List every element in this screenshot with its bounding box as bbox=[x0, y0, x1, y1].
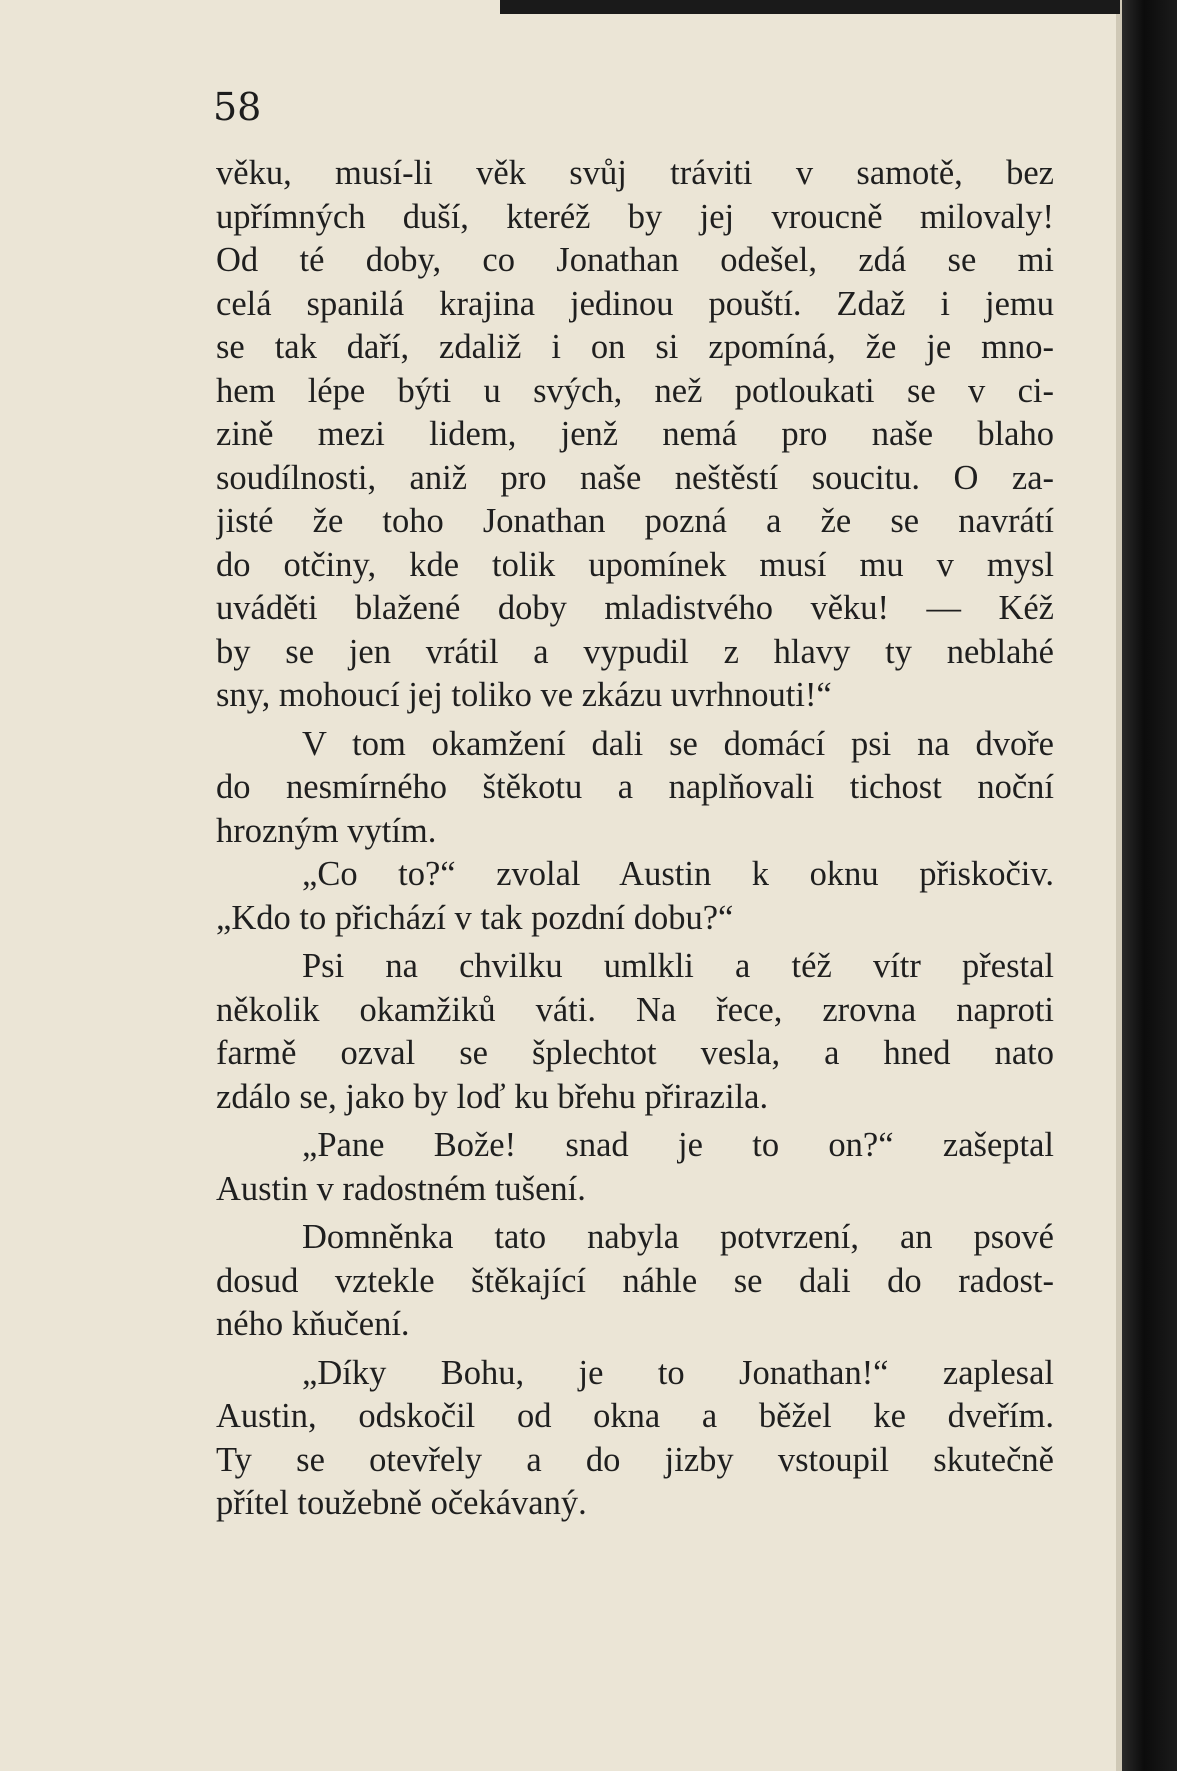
text-line: upřímných duší, kteréž by jej vroucně milovaly! bbox=[216, 197, 1054, 236]
text-line: Austin, odskočil od okna a běžel ke dveřím. bbox=[216, 1397, 1054, 1435]
text-line: zdálo se, jako by loď ku břehu přirazila. bbox=[216, 1077, 769, 1116]
text-line: Psi na chvilku umlkli a též vítr přestal bbox=[302, 947, 1054, 985]
text-line: hrozným vytím. bbox=[216, 811, 437, 850]
text-line: přítel toužebně očekávaný. bbox=[216, 1484, 587, 1522]
text-line: ného kňučení. bbox=[216, 1305, 410, 1343]
text-line: do otčiny, kde tolik upomínek musí mu v mysl bbox=[216, 545, 1054, 584]
text-line: soudílnosti, aniž pro naše neštěstí soucitu. O za- bbox=[216, 458, 1054, 497]
text-line: několik okamžiků váti. Na řece, zrovna naproti bbox=[216, 990, 1054, 1029]
text-line: hem lépe býti u svých, než potloukati se v ci- bbox=[216, 371, 1054, 410]
text-line: Austin v radostném tušení. bbox=[216, 1169, 586, 1208]
text-line: „Díky Bohu, je to Jonathan!“ zaplesal bbox=[302, 1353, 1054, 1392]
text-line: dosud vztekle štěkající náhle se dali do radost- bbox=[216, 1261, 1054, 1300]
text-line: uváděti blažené doby mladistvého věku! — Kéž bbox=[216, 589, 1054, 627]
book-binding-edge bbox=[1122, 0, 1177, 1771]
text-line: farmě ozval se šplechtot vesla, a hned nato bbox=[216, 1034, 1054, 1072]
text-line: „Co to?“ zvolal Austin k oknu přiskočiv. bbox=[302, 855, 1054, 893]
text-line: Ty se otevřely a do jizby vstoupil skutečně bbox=[216, 1440, 1054, 1479]
text-line: „Kdo to přichází v tak pozdní dobu?“ bbox=[216, 898, 734, 937]
top-edge-strip bbox=[500, 0, 1120, 14]
text-line: Domněnka tato nabyla potvrzení, an psové bbox=[302, 1218, 1054, 1256]
body-text bbox=[216, 152, 1054, 1526]
text-line: by se jen vrátil a vypudil z hlavy ty neblahé bbox=[216, 632, 1054, 671]
page-number: 58 bbox=[213, 85, 262, 129]
text-line: Od té doby, co Jonathan odešel, zdá se mi bbox=[216, 241, 1054, 279]
text-line: do nesmírného štěkotu a naplňovali tichost noční bbox=[216, 768, 1054, 806]
text-line: sny, mohoucí jej toliko ve zkázu uvrhnouti!“ bbox=[216, 676, 832, 714]
text-line: jisté že toho Jonathan pozná a že se navrátí bbox=[216, 502, 1054, 540]
text-line: zině mezi lidem, jenž nemá pro naše blaho bbox=[216, 415, 1054, 453]
text-line: věku, musí-li věk svůj tráviti v samotě, bez bbox=[216, 154, 1054, 192]
text-line: V tom okamžení dali se domácí psi na dvoře bbox=[302, 724, 1054, 763]
text-line: se tak daří, zdaliž i on si zpomíná, že je mno- bbox=[216, 328, 1054, 366]
text-line: „Pane Bože! snad je to on?“ zašeptal bbox=[302, 1126, 1054, 1164]
text-line: celá spanilá krajina jedinou pouští. Zdaž i jemu bbox=[216, 284, 1054, 323]
